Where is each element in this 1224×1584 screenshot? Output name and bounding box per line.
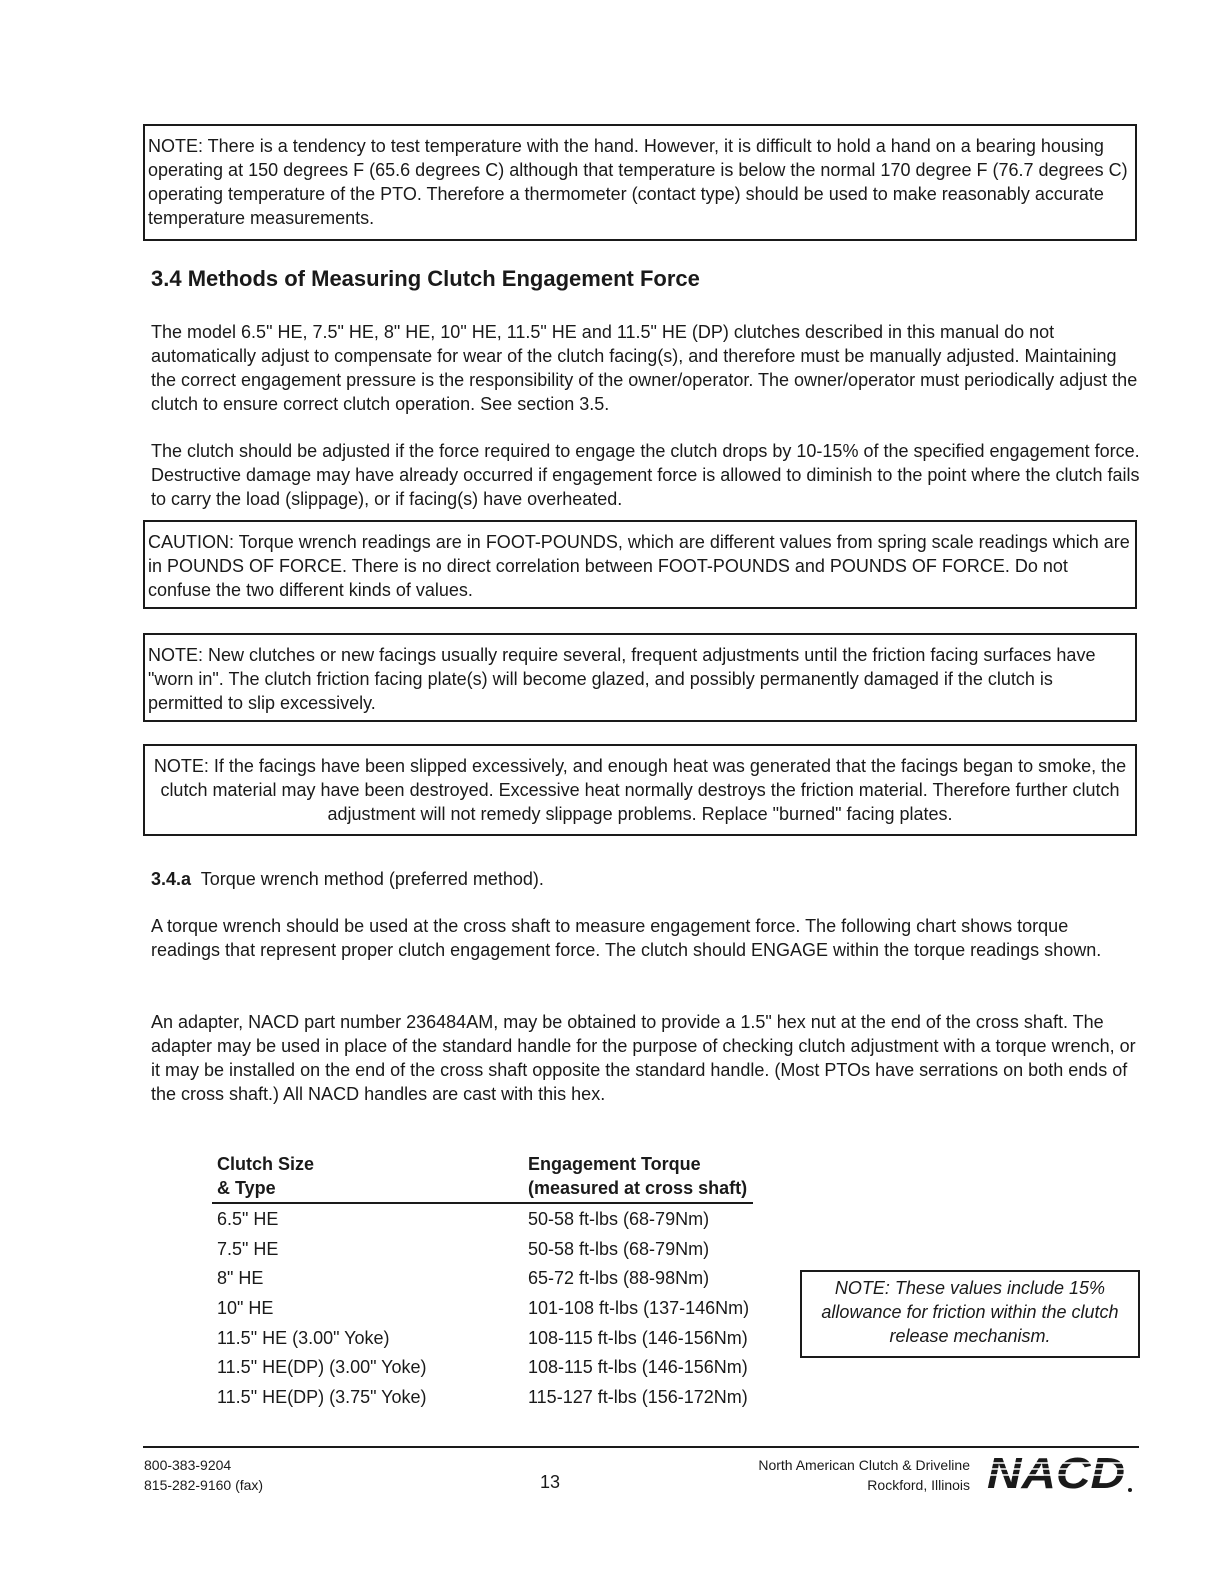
table-row [212,1352,753,1382]
column-header-torque-line2: (measured at cross shaft) [528,1178,748,1198]
cell-size: 11.5" HE(DP) (3.75" Yoke) [217,1386,427,1407]
cell-size: 8" HE [217,1268,264,1289]
table-header-row [212,1150,753,1203]
table-row [212,1293,753,1323]
footer-company: North American Clutch & Driveline [758,1457,970,1473]
cell-size: 6.5" HE [217,1208,279,1229]
table-row [212,1382,753,1412]
subsection-title: Torque wrench method (preferred method). [200,869,544,889]
column-header-torque-line1: Engagement Torque [528,1154,701,1174]
column-header-size-line1: Clutch Size [217,1154,315,1174]
cell-size: 11.5" HE(DP) (3.00" Yoke) [217,1357,427,1378]
cell-torque: 108-115 ft-lbs (146-156Nm) [528,1327,748,1348]
nacd-logo-text: NACD [987,1449,1125,1496]
cell-torque: 101-108 ft-lbs (137-146Nm) [528,1297,750,1318]
note-new-facings: NOTE: New clutches or new facings usually require several, frequent adjustments until the friction facing surfaces have "worn in". The clutch friction facing plate(s) will become glazed, and possibly permanently damaged if the clutch is permitted to slip excessively. [143,633,1137,722]
footer-fax: 815-282-9160 (fax) [144,1477,264,1493]
cell-size: 10" HE [217,1297,274,1318]
note-temperature: NOTE: There is a tendency to test temperature with the hand. However, it is difficult to hold a hand on a bearing housing operating at 150 degrees F (65.6 degrees C) although that temperature is below the normal 170 degree F (76.7 degrees C) operating temperature of the PTO. Therefore a thermometer (contact type) should be used to make reasonably accurate temperature measurements. [143,124,1137,241]
page-number: 13 [540,1472,561,1492]
footer-phone: 800-383-9204 [144,1457,232,1473]
torque-table [212,1150,753,1412]
cell-torque: 50-58 ft-lbs (68-79Nm) [528,1238,710,1259]
column-header-size-line2: & Type [217,1178,276,1198]
paragraph-torque-wrench: A torque wrench should be used at the cross shaft to measure engagement force. The following chart shows torque readings that represent proper clutch engagement force. The clutch should ENGAGE within the torque readings shown. [151,916,1102,960]
paragraph-adapter: An adapter, NACD part number 236484AM, may be obtained to provide a 1.5" hex nut at the end of the cross shaft. The adapter may be used in place of the standard handle for the purpose of checking clutch adjustment with a torque wrench, or it may be installed on the end of the cross shaft opposite the standard handle. (Most PTOs have serrations on both ends of the cross shaft.) All NACD handles are cast with this hex. [151,1012,1136,1104]
footer-company-block [758,1455,970,1495]
table-row [212,1203,753,1234]
cell-torque: 115-127 ft-lbs (156-172Nm) [528,1386,748,1407]
caution-torque-units: CAUTION: Torque wrench readings are in FOOT-POUNDS, which are different values from spring scale readings which are in POUNDS OF FORCE. There is no direct correlation between FOOT-POUNDS and POUNDS OF FORCE. Do not confuse the two different kinds of values. [143,520,1137,609]
table-row [212,1263,753,1293]
note-friction-allowance: NOTE: These values include 15% allowance for friction within the clutch release mechanism. [800,1270,1140,1358]
section-heading: 3.4 Methods of Measuring Clutch Engagement Force [151,266,700,291]
subsection-number: 3.4.a [151,869,192,889]
paragraph-manual-adjust: The model 6.5" HE, 7.5" HE, 8" HE, 10" HE, 11.5" HE and 11.5" HE (DP) clutches described in this manual do not automatically adjust to compensate for wear of the clutch facing(s), and therefore must be manually adjusted. Maintaining the correct engagement pressure is the responsibility of the owner/operator. The owner/operator must periodically adjust the clutch to ensure correct clutch operation. See section 3.5. [151,322,1138,414]
cell-torque: 50-58 ft-lbs (68-79Nm) [528,1208,710,1229]
cell-size: 11.5" HE (3.00" Yoke) [217,1327,390,1348]
footer-location: Rockford, Illinois [867,1477,970,1493]
column-header-size [212,1150,523,1203]
table-row [212,1234,753,1264]
cell-size: 7.5" HE [217,1238,279,1259]
cell-torque: 108-115 ft-lbs (146-156Nm) [528,1357,748,1378]
subsection-heading [151,867,1141,891]
cell-torque: 65-72 ft-lbs (88-98Nm) [528,1268,710,1289]
paragraph-adjust-threshold: The clutch should be adjusted if the force required to engage the clutch drops by 10-15% of the specified engagement force. Destructive damage may have already occurred if engagement force is allowed to diminish to the point where the clutch fails to carry the load (slippage), or if facing(s) have overheated. [151,441,1140,509]
note-burned-facings: NOTE: If the facings have been slipped excessively, and enough heat was generated that the facings began to smoke, the clutch material may have been destroyed. Excessive heat normally destroys the friction material. Therefore further clutch adjustment will not remedy slippage problems. Replace "burned" facing plates. [143,744,1137,836]
footer-contact [144,1455,263,1495]
nacd-logo [985,1448,1135,1496]
column-header-torque [523,1150,753,1203]
table-row [212,1323,753,1353]
